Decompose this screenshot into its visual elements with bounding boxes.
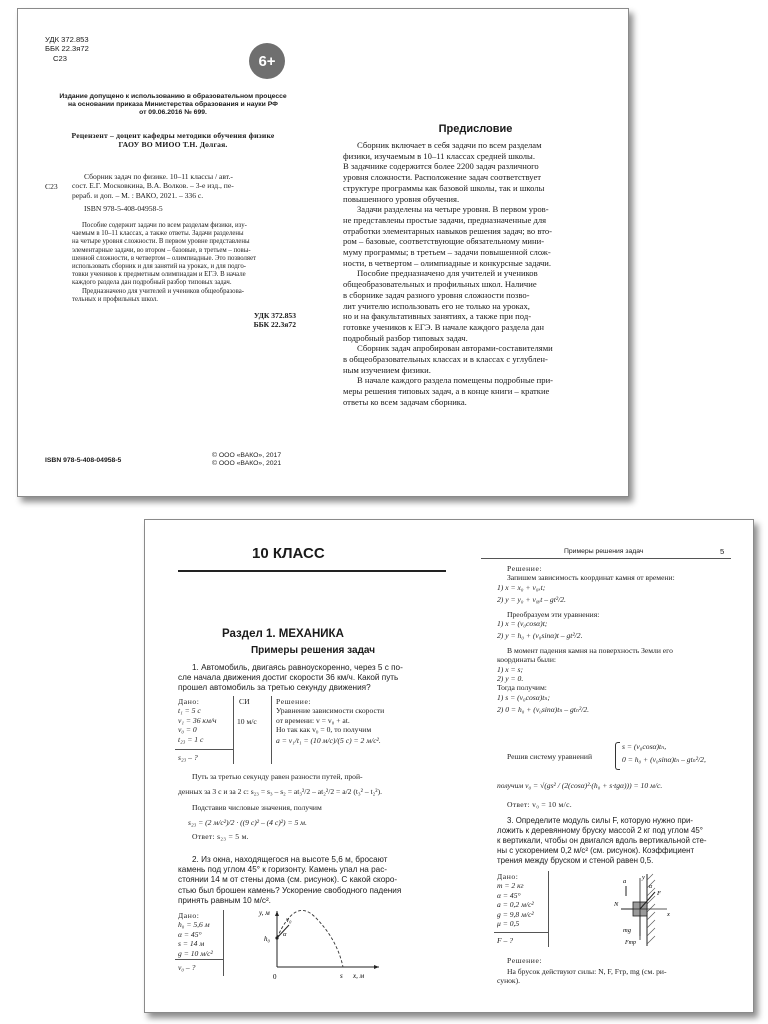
abstract-line: чаемым в 10–11 классах, а также ответы. Задачи разделены: [72, 230, 244, 238]
task-line: ны с ускорением 0,2 м/с² (см. рисунок). Коэффициент: [497, 846, 695, 855]
copyright-line: © ООО «ВАКО», 2017: [212, 452, 282, 459]
title-page-spread: [17, 8, 629, 497]
preface-line: повышенного уровня обучения.: [343, 193, 460, 204]
abstract-line: Предназначено для учителей и учеников общеобразова-: [82, 287, 244, 295]
preface-line: ответы ко всем задачам сборника.: [343, 396, 467, 407]
find-value: F – ?: [497, 936, 514, 945]
copyright-block: [212, 452, 281, 468]
preface-line: В задачнике содержится более 2200 задач различного: [343, 161, 539, 172]
solution-line: Но так как v₀ = 0, то получим: [276, 725, 372, 735]
angle-label: α: [649, 884, 653, 890]
given-divider: [548, 871, 549, 947]
solution-line: В момент падения камня на поверхность Земли его: [507, 645, 673, 655]
preface-title: Предисловие: [438, 123, 513, 135]
given-rule: [175, 959, 223, 960]
udk-code: УДК 372.853: [45, 35, 89, 44]
task-1-path: [178, 772, 450, 841]
origin-label: 0: [273, 973, 277, 981]
permission-note: [38, 93, 308, 118]
system-line: 0 = h₀ + (v₀sinα)tₙ – gtₙ²/2,: [622, 755, 706, 765]
solution-label: Решение:: [276, 697, 312, 706]
task-line: прошел автомобиль за третью секунду движения?: [178, 683, 371, 693]
page-number: 5: [720, 547, 725, 556]
height-label: h₀: [264, 935, 270, 943]
abstract-line: товки учеников к предметным олимпиадам и ЕГЭ. В начале: [72, 271, 246, 279]
preface-line: уровня сложности. Расположение задач соответствует: [343, 172, 542, 183]
section-title: [222, 628, 344, 640]
given-rule: [175, 749, 233, 750]
solution-line: 2) y = h₀ + (v₀sinα)t – gt²/2.: [497, 631, 583, 641]
preface-line: физики, изучаемым в 10–11 классах средней школы.: [343, 150, 535, 161]
abstract-line: тельных и профильных школ.: [72, 295, 158, 303]
task-2-solution: [497, 564, 732, 715]
task-line: камень под углом 45° к горизонту. Камень упал на рас-: [178, 865, 388, 875]
task-line: сле начала движения достиг скорости 36 км/ч. Какой путь: [178, 673, 399, 683]
x-axis-label: x, м: [353, 972, 365, 980]
udk-block: [45, 35, 89, 63]
preface-line: в сборнике задач разного уровня сложности позво-: [343, 289, 530, 300]
preface-line: ности, в четвертом – олимпиадные и конкурсные задачи.: [343, 257, 552, 268]
si-value: 10 м/с: [237, 717, 257, 726]
velocity-label: v₀: [286, 916, 292, 924]
solution-label: Решение:: [507, 956, 543, 965]
solution-line: На брусок действуют силы: N, F, Fтр, mg (см. ри-: [507, 967, 667, 976]
task-line: трения между бруском и стеной равен 0,5.: [497, 856, 654, 865]
permission-line: Издание допущено к использованию в образовательном процессе: [59, 93, 287, 100]
task-line: к вертикали, чтобы он двигался вдоль вертикальной сте-: [497, 836, 707, 845]
y-axis-label: y: [642, 874, 645, 881]
preface-line: муму программы; в третьем – задачи повышенной слож-: [343, 247, 551, 258]
grade-title: 10 КЛАСС: [252, 545, 325, 562]
textbook-spread: [144, 519, 754, 1013]
normal-force-label: N: [614, 901, 619, 908]
trajectory-figure: [255, 905, 385, 985]
preface-para-1: [343, 140, 608, 204]
author-sign: С23: [53, 53, 67, 63]
isbn-bottom: ISBN 978-5-408-04958-5: [45, 457, 122, 464]
preface-line: не представлены простые задачи, предназначенные для: [343, 214, 547, 225]
given-value: g = 10 м/с²: [178, 948, 213, 958]
preface-para-4: [343, 343, 608, 375]
task-line: принять равным 10 м/с².: [178, 895, 271, 905]
given-value: v₁ = 36 км/ч: [178, 715, 217, 725]
given-value: s = 14 м: [178, 939, 205, 949]
block-forces-figure: [593, 870, 693, 950]
task-3-solution: [497, 967, 733, 986]
preface-text: [343, 140, 608, 408]
running-head-rule: [481, 558, 731, 559]
section-prefix: Раздел 1.: [222, 628, 276, 640]
abstract-line: Пособие содержит задачи по всем разделам физики, изу-: [82, 222, 247, 229]
si-label: СИ: [239, 697, 250, 706]
preface-line: Сборник задач апробирован авторами-составителями: [357, 343, 553, 354]
y-axis-arrow-icon: [275, 911, 279, 916]
task-1-solution: [276, 697, 451, 745]
find-value: s₂₃ – ?: [178, 753, 198, 762]
solution-line: 1) x = s;: [497, 664, 523, 674]
running-head: Примеры решения задач: [564, 548, 644, 555]
preface-line: готовке учеников к ЕГЭ. В начале каждого раздела дан: [343, 321, 545, 332]
examples-title: Примеры решения задач: [250, 645, 376, 656]
permission-line: на основании приказа Министерства образования и науки РФ: [68, 101, 278, 109]
task-line: ложить к деревянному бруску массой 2 кг под углом 45°: [497, 826, 703, 835]
bbk-code: ББК 22.3я72: [45, 44, 89, 54]
path-line: Подставив числовые значения, получим: [192, 802, 322, 812]
udk-code: УДК 372.853: [253, 311, 296, 320]
given-label: Дано:: [178, 911, 200, 920]
solution-line: 2) y = y₀ + v₀ᵧt – gt²/2.: [497, 595, 566, 605]
abstract-line: использовать сборник и для занятий на уроках, и для подго-: [72, 263, 247, 271]
solution-line: от времени: v = v₀ + at.: [276, 715, 350, 725]
given-value: α = 45°: [497, 890, 521, 900]
launch-point: [275, 936, 278, 939]
solution-line: 1) s = (v₀cosα)tₙ;: [497, 692, 550, 702]
solution-line: 2) y = 0.: [497, 674, 524, 684]
solution-label: Решение:: [507, 564, 543, 573]
reviewer-note: [38, 131, 308, 150]
solution-line: сунок).: [497, 976, 521, 986]
find-value: v₀ – ?: [178, 963, 196, 972]
preface-line: структуре программы как базовой школы, так и школы: [343, 182, 545, 193]
copyright-line: © ООО «ВАКО», 2021: [212, 460, 282, 468]
given-value: g = 9,8 м/с²: [497, 909, 534, 919]
force-f-label: F: [657, 890, 661, 897]
bib-line: сост. Е.Г. Московкина, В.А. Волков. – 3-е изд., пе-: [72, 181, 234, 191]
bib-line: Сборник задач по физике. 10–11 классы / авт.-: [84, 172, 233, 181]
task-2-text: [178, 855, 450, 906]
preface-line: Задачи разделены на четыре уровня. В первом уров-: [357, 204, 549, 215]
given-value: t₂₃ = 1 с: [178, 734, 204, 744]
abstract-line: на четыре уровня сложности. В первом уровне представлены: [72, 238, 250, 246]
preface-para-3: [343, 268, 608, 343]
solution-line: Уравнение зависимости скорости: [276, 706, 385, 716]
isbn-text: ISBN 978-5-408-04958-5: [84, 204, 163, 214]
solution-line: координаты были:: [497, 655, 557, 665]
given-divider: [233, 696, 234, 764]
task-1-text: [178, 663, 450, 694]
task-2-answer: Ответ: v₀ = 10 м/с.: [507, 800, 572, 809]
equation-system: [622, 742, 706, 765]
path-formula: s₂₃ = (2 м/с²)/2 · ((9 с)² – (4 с)²) = 5 м.: [188, 818, 307, 828]
path-line: денных за 3 с и за 2 с: s₂₃ = s₃ – s₂ = at₃²/2 – at₂²/2 = a/2 (t₃² – t₂²).: [178, 787, 382, 797]
reviewer-line: Рецензент – доцент кафедры методики обучения физике: [71, 131, 275, 140]
udk-block-bottom: [168, 311, 296, 330]
acceleration-label: a: [623, 878, 627, 885]
permission-line: от 09.06.2016 № 699.: [139, 109, 207, 117]
preface-line: но и на факультативных занятиях, а также при под-: [343, 311, 532, 322]
preface-line: подробный разбор типовых задач.: [343, 332, 468, 343]
given-rule: [494, 932, 548, 933]
task-1-given: [178, 697, 217, 744]
age-rating-badge: 6+: [249, 43, 285, 79]
preface-line: лит учителю использовать его не только на уроках,: [343, 300, 530, 311]
preface-line: В начале каждого раздела помещены подробные при-: [357, 375, 554, 386]
grade-title-rule: [178, 570, 446, 572]
preface-line: отработки элементарных навыков решения задач; во вто-: [343, 225, 552, 236]
bib-entry: [72, 172, 308, 214]
task-line: стью был брошен камень? Ускорение свободного падения: [178, 885, 402, 895]
system-line: s = (v₀cosα)tₙ,: [622, 742, 667, 751]
result-formula: получим v₀ = √(gs² / (2(cosα)²·(h₀ + s·tgα))) = 10 м/с.: [497, 781, 663, 790]
gravity-label: mg: [623, 927, 631, 934]
given-value: μ = 0,5: [497, 919, 520, 929]
x-axis-arrow-icon: [374, 965, 379, 969]
abstract-line: каждого раздела дан подробный разбор типовых задач.: [72, 279, 232, 287]
path-line: Путь за третью секунду равен разности путей, прой-: [192, 772, 363, 781]
given-value: h₀ = 5,6 м: [178, 920, 210, 930]
preface-line: Пособие предназначено для учителей и учеников: [357, 268, 538, 279]
bib-line: рераб. и доп. – М. : ВАКО, 2021. – 336 с.: [72, 190, 204, 200]
solution-line: 1) x = (v₀cosα)t;: [497, 619, 548, 629]
task-line: 1. Автомобиль, двигаясь равноускоренно, через 5 с по-: [192, 663, 403, 672]
solution-line: 1) x = x₀ + v₀ₓt;: [497, 582, 546, 592]
solution-line: Тогда получим:: [497, 683, 547, 693]
given-label: Дано:: [178, 697, 200, 706]
given-value: t₁ = 5 с: [178, 706, 201, 716]
solution-line: Запишем зависимость координат камня от времени:: [507, 573, 675, 583]
task-line: 2. Из окна, находящегося на высоте 5,6 м, бросают: [192, 855, 388, 864]
task-1-answer: Ответ: s₂₃ = 5 м.: [192, 831, 249, 841]
task-3-text: [497, 816, 733, 866]
abstract: [72, 222, 308, 304]
bbk-code: ББК 22.3я72: [253, 320, 296, 330]
preface-line: ным изучением физики.: [343, 364, 431, 375]
preface-para-5: [343, 375, 608, 407]
given-label: Дано:: [497, 872, 519, 881]
task-line: 3. Определите модуль силы F, которую нужно при-: [507, 816, 694, 825]
given-divider: [223, 910, 224, 976]
system-brace: [615, 742, 620, 770]
abstract-line: шенной сложности, в четвертом – олимпиадные. Это позволяет: [72, 254, 257, 262]
distance-label: s: [340, 972, 343, 980]
preface-para-2: [343, 204, 608, 268]
task-line: стоянии 14 м от стены дома (см. рисунок). С какой скоро-: [178, 875, 398, 885]
x-axis-label: x: [667, 911, 670, 918]
abstract-line: элементарные задачи, во втором – базовые, в третьем – повы-: [72, 246, 251, 254]
friction-label: Fтр: [625, 940, 636, 946]
preface-line: ром – базовые, соответствующие обязательному мини-: [343, 236, 545, 247]
section-name: МЕХАНИКА: [278, 628, 344, 640]
given-value: m = 2 кг: [497, 881, 524, 891]
given-value: a = 0,2 м/с²: [497, 900, 534, 910]
si-divider: [271, 696, 272, 764]
preface-line: в общеобразовательных классах и в классах с углублен-: [343, 354, 548, 365]
given-value: α = 45°: [178, 929, 202, 939]
angle-label: α: [283, 931, 287, 938]
solution-line: 2) 0 = h₀ + (v₀sinα)tₙ – gtₙ²/2.: [497, 705, 590, 715]
reviewer-line: ГАОУ ВО МИОО Т.Н. Долгая.: [118, 140, 228, 150]
system-label: Решив систему уравнений: [507, 752, 593, 761]
preface-line: меры решения типовых задач, а в конце книги – краткие: [343, 386, 550, 397]
bib-code: С23: [45, 182, 58, 191]
task-2-given: [178, 911, 213, 958]
y-axis-label: y, м: [259, 909, 270, 917]
solution-line: Преобразуем эти уравнения:: [507, 609, 600, 619]
preface-line: Сборник включает в себя задачи по всем разделам: [357, 140, 542, 150]
preface-line: общеобразовательных и профильных школ. Наличие: [343, 279, 537, 290]
acceleration-formula: a = v₁/t₁ = (10 м/с)/(5 с) = 2 м/с².: [276, 735, 381, 745]
task-3-given: [497, 872, 534, 928]
given-value: v₀ = 0: [178, 725, 197, 735]
